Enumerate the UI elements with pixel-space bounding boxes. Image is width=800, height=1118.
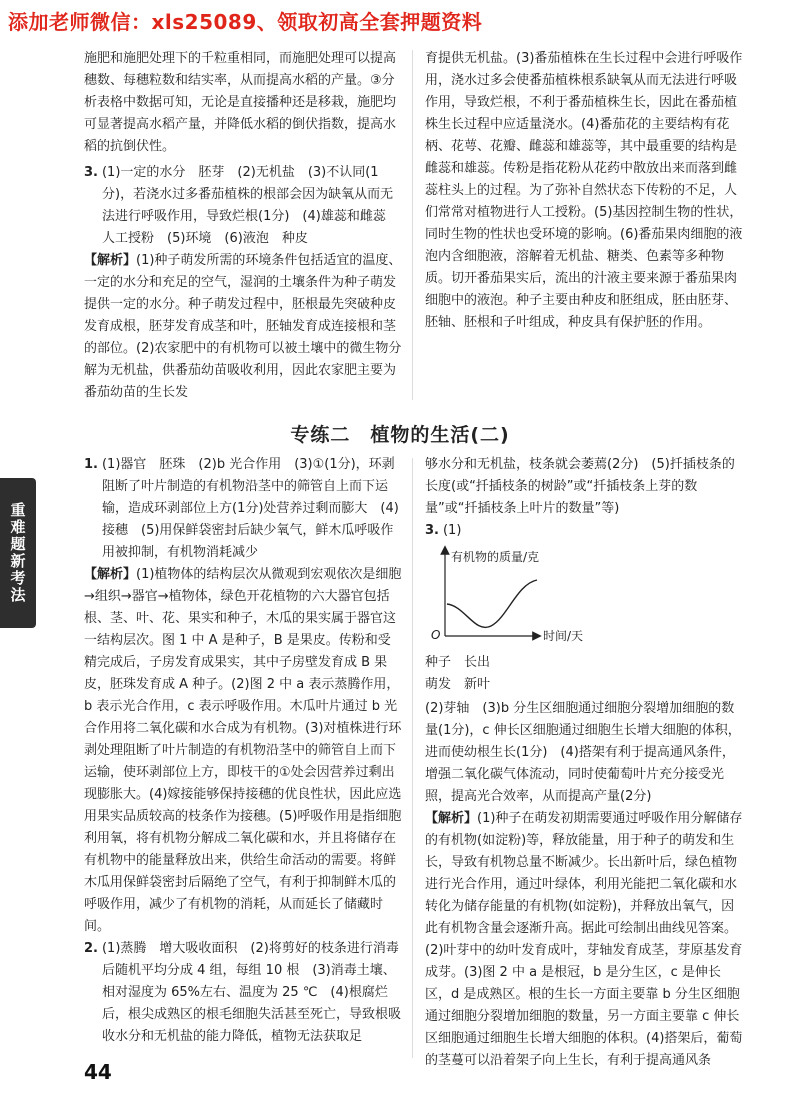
- question-2-answer: [84, 938, 402, 1048]
- top-left-column: [84, 48, 402, 404]
- question-number: 3.: [84, 165, 98, 180]
- side-tab-label: 重难题新考法: [0, 478, 36, 628]
- question-number: 1.: [84, 457, 98, 472]
- continued-paragraph: 施肥和施肥处理下的千粒重相同，而施肥处理可以提高穗数、每穗粒数和结实率，从而提高水稻的产量。③分析表格中数据可知，无论是直接播种还是移栽，施肥均可显著提高水稻产量，并降低水稻的倒伏指数，提高水稻的抗倒伏性。: [84, 51, 397, 154]
- question-2-continued: 够水分和无机盐，枝条就会萎蔫(2分) (5)扦插枝条的长度(或“扦插枝条的树龄”或“扦插枝条上芽的数量”或“扦插枝条上叶片的数量”等): [425, 457, 735, 516]
- question-3-analysis: [84, 250, 402, 404]
- origin-label: O: [431, 628, 441, 642]
- label-grow: 长出: [464, 655, 491, 670]
- graph-svg: [425, 544, 625, 644]
- question-number: 2.: [84, 941, 98, 956]
- question-3-answer: (2)芽轴 (3)b 分生区细胞通过细胞分裂增加细胞的数量(1分)，c 伸长区细胞通过细胞生长增大细胞的体积，进而使幼根生长(1分) (4)搭架有利于提高通风条件，增强二氧化碳气体流动，同时使葡萄叶片充分接受光照，提高光合效率，从而提高产量(2分): [425, 701, 741, 804]
- organic-matter-curve: [447, 580, 537, 627]
- graph-caption-row-2: [425, 674, 745, 696]
- label-new-leaf: 新叶: [464, 677, 491, 692]
- analysis-text: (1)植物体的结构层次从微观到宏观依次是细胞→组织→器官→植物体，绿色开花植物的六大器官包括根、茎、叶、花、果实和种子，木瓜的果实属于器官这一结构层次。图 1 中 A 是种子，B 是果皮。传粉和受精完成后，子房发育成果实，其中子房壁发育成 B 果皮，胚珠发育成 A 种子。(2)图 2 中 a 表示蒸腾作用，b 表示光合作用，c 表示呼吸作用。木瓜叶片通过 b 光合作用将二氧化碳和水合成为有机物。(3)对植株进行环剥处理阻断了叶片制造的有机物沿茎中的筛管自上而下运输，使环剥部位上方，即枝干的①处会因营养过剩出现膨胀大。(4)嫁接能够保持接穗的优良性状，因此应选用果实品质较高的枝条作为接穗。(5)呼吸作用是指细胞利用氧，将有机物分解成二氧化碳和水，并且将储存在有机物中的能量释放出来，供给生命活动的需要。将鲜木瓜用保鲜袋密封后隔绝了空气，有利于抑制鲜木瓜的呼吸作用，减少了有机物的消耗，从而延长了储藏时间。: [84, 567, 402, 934]
- analysis-label: 【解析】: [425, 811, 478, 826]
- label-seed: 种子: [425, 655, 452, 670]
- continued-analysis: 育提供无机盐。(3)番茄植株在生长过程中会进行呼吸作用，浇水过多会使番茄植株根系缺氧从而无法进行呼吸作用，导致烂根，不利于番茄植株生长，因此在番茄植株生长过程中应适量浇水。(4)番茄花的主要结构有花柄、花萼、花瓣、雌蕊和雄蕊等，其中最重要的结构是雌蕊和雄蕊。传粉是指花粉从花药中散放出来而落到雌蕊柱头上的过程。为了弥补自然状态下传粉的不足，人们常常对植物进行人工授粉。(5)基因控制生物的性状，同时生物的性状也受环境的影响。(6)番茄果肉细胞的液泡内含细胞液，溶解着无机盐、糖类、色素等多种物质。切开番茄果实后，流出的汁液主要来源于番茄果肉细胞中的液泡。种子主要由种皮和胚组成，胚由胚芽、胚轴、胚根和子叶组成，种皮具有保护胚的作用。: [425, 51, 743, 330]
- bottom-left-column: [84, 454, 402, 1048]
- question-3-lead: [425, 520, 745, 542]
- analysis-text: (1)种子萌发所需的环境条件包括适宜的温度、一定的水分和充足的空气，湿润的土壤条件为种子萌发提供一定的水分。种子萌发过程中，胚根最先突破种皮发育成根，胚芽发育成茎和叶，胚轴发育成连接根和茎的部位。(2)农家肥中的有机物可以被土壤中的微生物分解为无机盐，供番茄幼苗吸收利用，因此农家肥主要为番茄幼苗的生长发: [84, 253, 402, 400]
- answer-text: (1)蒸腾 增大吸收面积 (2)将剪好的枝条进行消毒后随机平均分成 4 组，每组 10 根 (3)消毒土壤、相对湿度为 65%左右、温度为 25 ℃ (4)根腐烂后，根尖成熟区的根毛细胞失活甚至死亡，导致根吸收水分和无机盐的能力降低，植物无法获取足: [101, 941, 402, 1044]
- graph-caption-row-1: [425, 652, 745, 674]
- answer-text: (1)一定的水分 胚芽 (2)无机盐 (3)不认同(1分)，若浇水过多番茄植株的根部会因为缺氧从而无法进行呼吸作用，导致烂根(1分) (4)雄蕊和雌蕊 人工授粉 (5)环境 (6)液泡 种皮: [101, 165, 399, 246]
- bottom-right-column: [425, 454, 745, 1072]
- column-divider-bottom: [412, 458, 413, 1058]
- analysis-label: 【解析】: [84, 567, 137, 582]
- top-right-column: [425, 48, 745, 334]
- analysis-label: 【解析】: [84, 253, 137, 268]
- section-title: 专练二 植物的生活(二): [290, 424, 510, 446]
- x-axis-label: 时间/天: [543, 629, 584, 643]
- organic-matter-graph: [425, 544, 745, 696]
- y-axis-label: 有机物的质量/克: [451, 550, 540, 564]
- question-1-answer: [84, 454, 402, 564]
- question-1-analysis: [84, 564, 402, 938]
- answer-text: (1)器官 胚珠 (2)b 光合作用 (3)①(1分)，环剥阻断了叶片制造的有机物沿茎中的筛管自上而下运输，造成环剥部位上方(1分)处营养过剩而膨大 (4)接穗 (5)用保鲜袋密封后缺少氧气，鲜木瓜呼吸作用被抑制，有机物消耗减少: [101, 457, 399, 560]
- question-number: 3.: [425, 523, 439, 538]
- question-3-analysis: [425, 808, 745, 1072]
- question-3-answer: [84, 162, 402, 250]
- promo-banner: 添加老师微信：xls25089、领取初高全套押题资料: [8, 10, 483, 34]
- column-divider-top: [412, 50, 413, 400]
- sub-question-label: (1): [442, 523, 462, 538]
- label-germinate: 萌发: [425, 677, 452, 692]
- page-number: 44: [84, 1060, 112, 1084]
- analysis-text: (1)种子在萌发初期需要通过呼吸作用分解储存的有机物(如淀粉)等，释放能量，用于种子的萌发和生长，导致有机物总量不断减少。长出新叶后，绿色植物进行光合作用，通过叶绿体，利用光能把二氧化碳和水转化为储存能量的有机物(如淀粉)，并释放出氧气，因此有机物含量会逐渐升高。据此可绘制出曲线见答案。(2)叶芽中的幼叶发育成叶，芽轴发育成茎，芽原基发育成芽。(3)图 2 中 a 是根冠，b 是分生区，c 是伸长区，d 是成熟区。根的生长一方面主要靠 b 分生区细胞通过细胞分裂增加细胞的数量，另一方面主要靠 c 伸长区细胞通过细胞生长增大细胞的体积。(4)搭架后，葡萄的茎蔓可以沿着架子向上生长，有利于提高通风条: [425, 811, 743, 1068]
